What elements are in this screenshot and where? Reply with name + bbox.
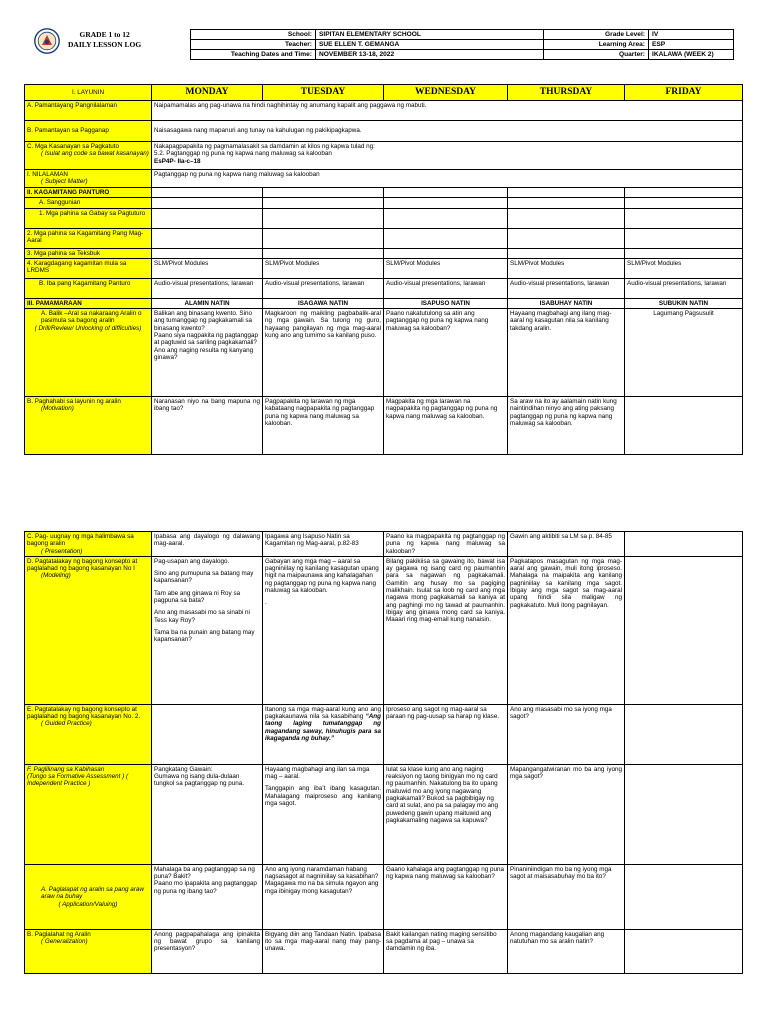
balik-aral-label: A. Balik –Aral sa nakaraang Aralin o pasimula sa bagong aralin: [41, 310, 142, 325]
modeling-tuesday-dot: .: [265, 599, 267, 607]
paghahabi-wednesday: Magpakita ng mga larawan na nagpapakita ng pagtanggap ng puna ng kapwa nang maluwag sa kalooban.: [384, 397, 508, 455]
lrdms-monday: SLM/Pivot Modules: [152, 258, 263, 278]
paglilinang-tuesday: [263, 764, 384, 864]
paglalahat-tuesday: Bigyang diin ang Tandaan Natin. Ipabasa ito sa mga mag-aaral nang may pang-unawa.: [263, 929, 384, 973]
pagtatalakay-2-wednesday: Iproseso ang sagot ng mag-aaral sa paraan ng pag-uusap sa harap ng klase.: [384, 704, 508, 764]
nilalaman-text: Pagtanggap ng puna ng kapwa nang maluwag sa kalooban: [152, 170, 743, 188]
paglalahat-thursday: Anong magandang kaugalian ang natutuhan mo sa aralin natin?: [508, 929, 625, 973]
isagawa-natin-header: ISAGAWA NATIN: [263, 298, 384, 308]
balik-aral-friday: Lagumang Pagsusulit: [625, 309, 743, 397]
iba-kagamitan-tuesday: Audio-visual presentations, larawan: [263, 278, 384, 298]
document-title: [68, 30, 141, 50]
modeling-line-1: Pag-usapan ang dayalogo.: [154, 557, 230, 565]
paghahabi-tuesday: Pagpapakita ng larawan ng mga kabataang nagpapakita ng pagtanggap puna ng kapwa nang maluwag sa kalooban.: [263, 397, 384, 455]
paghahabi-thursday: Sa araw na ito ay aalamain natin kung naintindihan ninyo ang ating paksang pagtanggap ng puna ng kapwa nang maluwag sa kalooban.: [508, 397, 625, 455]
kasanayan-label: C. Mga Kasanayan sa Pagkatuto: [27, 143, 120, 150]
title-line-2: DAILY LESSON LOG: [68, 40, 142, 49]
day-thursday: THURSDAY: [508, 85, 625, 101]
pamantayan-pagganap-label: B. Pamantayan sa Pagganap: [25, 121, 152, 142]
area-value: ESP: [649, 40, 734, 50]
modeling-line-3: Tam abe ang ginawa ni Roy sa pagpuna sa bata?: [154, 589, 241, 605]
balik-aral-sub: ( Drill/Review/ Unlocking of difficulties): [34, 324, 142, 332]
iba-kagamitan-monday: Audio-visual presentations, larawan: [152, 278, 263, 298]
paghahabi-sub: (Motivation): [41, 405, 74, 413]
area-label: Learning Area:: [544, 40, 649, 50]
paglilinang-monday: Pangkatang Gawain: Gumawa ng isang dula-dulaan tungkol sa pagtanggap ng puna.: [152, 764, 263, 864]
kagamitang-panturo-label: II. KAGAMITANG PANTURO: [25, 188, 152, 198]
day-tuesday: TUESDAY: [263, 85, 384, 101]
pagtatalakay-2-monday: [152, 704, 263, 764]
gabay-pagtuturo-label: 1. Mga pahina sa Gabay sa Pagtuturo: [25, 208, 152, 228]
paglalahat-sub: ( Generalization): [41, 938, 88, 946]
lrdms-friday: SLM/Pivot Modules: [625, 258, 743, 278]
iba-kagamitan-wednesday: Audio-visual presentations, larawan: [384, 278, 508, 298]
pagtatalakay-1-monday: [152, 556, 263, 704]
pag-uugnay-friday: [625, 532, 743, 557]
pagtatalakay-2-tuesday: [263, 704, 384, 764]
iba-pang-kagamitan-label: B. Iba pang Kagamitang Panturo: [25, 278, 152, 298]
kasabihan-intro: Itanong sa mga mag-aaral kung ano ang pagkakaunawa nila sa kasabihang: [265, 705, 381, 721]
paglilinang-label: F. Paglilinang sa Kabihasan: [27, 765, 105, 773]
paghahabi-friday: [625, 397, 743, 455]
paglalahat-label: B. Paglalahat ng Aralin: [27, 930, 91, 938]
pagtatalakay-1-wednesday: Bilang pakikiisa sa gawaing ito, bawat isa ay gagawa ng isang card ng paumanhin para sa nagawan ng pagkakamali. Gamitin ang husay mo sa pagiging malikhain. Isulat sa loob ng card ang mga nagawa mong pagkakamali sa kaniya at ang paghingi mo ng tawad at paumanhin. Ibigay ang ginawa mong card sa kaniya. Maaari ring mag-email kung nanaisin.: [384, 556, 508, 704]
kasabihan-quote: “Ang taong laging tumatanggap ng magandang saway, hinuhugis para sa ikagaganda ng buhay.”: [265, 713, 381, 743]
quarter-label: Quarter:: [544, 50, 649, 60]
pagtatalakay-1-friday: [625, 556, 743, 704]
pagtatalakay-1-thursday: Pagkatapos masagutan ng mga mag-aaral ang gawain, muli itong iproseso. Mahalaga na maipakita ang kanilang pagniniilay sa kanilang mga sagot. Ibigay ang mga sagot sa mag-aaral upang hindi sila maligaw ng pagkakatuto. Muli itong pagnilayan.: [508, 556, 625, 704]
paglilinang-thursday: Mapangangatwiranan mo ba ang iyong mga sagot?: [508, 764, 625, 864]
pag-uugnay-label-cell: [25, 532, 152, 557]
kasanayan-text-2: 5.2. Pagtanggap ng puna ng kapwa nang maluwag sa kalooban: [154, 150, 332, 158]
pag-uugnay-wednesday: Paano ka magpapakita ng pagtanggap ng puna ng kapwa nang maluwag sa kalooban?: [384, 532, 508, 557]
lrdms-label: 4. Karagdagang kagamitan mula sa LRDMS: [25, 258, 152, 278]
paglalahat-friday: [625, 929, 743, 973]
day-monday: MONDAY: [152, 85, 263, 101]
paglilinang-wednesday: Iulat sa klase kung ano ang naging reaksiyon ng taong binigyan mo ng card ng paumanhin. Nakatulong ba ito upang maituwid mo ang iyong nagawang pagkakamali? Bukod sa pagbibigay ng card at sulat, ano pa sa palagay mo ang puwedeng gawin upang maituwid ang pagkakamaling nagawa sa kapuwa?: [384, 764, 508, 864]
lesson-table-part-1: [24, 84, 743, 455]
paglalahat-wednesday: Bakit kailangan nating maging sensitibo sa pagdama at pag – unawa sa damdamin ng iba.: [384, 929, 508, 973]
balik-aral-thursday: Hayaang magbahagi ang ilang mag-aaral ng kasagutan nila sa kanilang takdang aralin.: [508, 309, 625, 397]
title-line-1: GRADE 1 to 12: [79, 30, 130, 39]
isapuso-natin-header: ISAPUSO NATIN: [384, 298, 508, 308]
layunin-header: I. LAYUNIN: [25, 85, 152, 101]
lrdms-tuesday: SLM/Pivot Modules: [263, 258, 384, 278]
school-label: School:: [191, 30, 316, 40]
paglalapat-label: A. Paglalapat ng aralin sa pang araw araw na buhay: [41, 885, 144, 901]
teacher-value: SUE ELLEN T. GEMANGA: [316, 40, 544, 50]
deped-seal-icon: [34, 28, 60, 54]
kagamitang-mag-aaral-label: 2. Mga pahina sa Kagamitang Pang Mag-Aaral: [25, 228, 152, 248]
lrdms-wednesday: SLM/Pivot Modules: [384, 258, 508, 278]
paglalapat-monday: Mahalaga ba ang pagtanggap sa ng puna? Bakit? Paano mo ipapakita ang pagtanggap ng puna ng ibang tao?: [152, 864, 263, 929]
dates-label: Teaching Dates and Time:: [191, 50, 316, 60]
quarter-value: IKALAWA (WEEK 2): [649, 50, 734, 60]
teacher-label: Teacher:: [191, 40, 316, 50]
pag-uugnay-thursday: Gawin ang aktibiti sa LM sa p. 84-85: [508, 532, 625, 557]
teksbuk-label: 3. Mga pahina sa Teksbuk: [25, 248, 152, 258]
paghahabi-label-cell: [25, 397, 152, 455]
grade-label: Grade Level:: [544, 30, 649, 40]
day-wednesday: WEDNESDAY: [384, 85, 508, 101]
paglalapat-thursday: Pinaniniindigan mo ba ng iyong mga sagot at maisasabuhay mo ba ito?: [508, 864, 625, 929]
nilalaman-label-cell: [25, 170, 152, 188]
paglalapat-wednesday: Gaano kahalaga ang pagtanggap ng puna ng kapwa nang maluwag sa kalooban?: [384, 864, 508, 929]
paglilinang-sub: (Tungo sa Formative Assessment ) ( Independent Practice ): [27, 773, 129, 788]
balik-aral-label-cell: [25, 309, 152, 397]
paglalahat-label-cell: [25, 929, 152, 973]
modeling-line-2: Sino ang pumupuna sa batang may kapansanan?: [154, 570, 254, 585]
pamantayang-pangnilalaman-label: A. Pamantayang Pangnilalaman: [25, 101, 152, 121]
iba-kagamitan-thursday: Audio-visual presentations, larawan: [508, 278, 625, 298]
school-value: SIPITAN ELEMENTARY SCHOOL: [316, 30, 544, 40]
paglalapat-friday: [625, 864, 743, 929]
pagtatalakay-1-tuesday: [263, 556, 384, 704]
subukin-natin-header: SUBUKIN NATIN: [625, 298, 743, 308]
dates-value: NOVEMBER 13-18, 2022: [316, 50, 544, 60]
pamamaraan-label: III. PAMAMARAAN: [25, 298, 152, 308]
kasanayan-text-1: Nakapagpapakita ng pagmamalasakit sa damdamin at kilos ng kapwa tulad ng:: [154, 143, 375, 150]
pamantayang-pangnilalaman-text: Naipamamalas ang pag-unawa na hindi naghihintay ng anumang kapalit ang paggawa ng mabuti.: [152, 101, 743, 121]
balik-aral-wednesday: Paano nakatutulong sa atin ang pagtanggap ng puna ng kapwa nang maluwag sa kalooban?: [384, 309, 508, 397]
pag-uugnay-monday: Ipabasa ang dayalogo ng dalawang mag-aaral.: [152, 532, 263, 557]
header-info-table: [190, 29, 734, 60]
paglalapat-tuesday-1: Ano ang iyong naramdaman habang nagsasagot at nagniniilay sa kasabihan?: [265, 865, 379, 881]
pag-uugnay-tuesday: Ipagawa ang Isapuso Natin sa Kagamitan ng Mag-aaral, p.82-83: [263, 532, 384, 557]
kasanayan-label-cell: [25, 142, 152, 170]
grade-value: IV: [649, 30, 734, 40]
iba-kagamitan-friday: Audio-visual presentations, larawan: [625, 278, 743, 298]
balik-aral-monday: Balikan ang binasang kwento. Sino ang tumanggap ng pagkakamali sa binasang kwento? Paano siya nagpakita ng pagtanggap at pagtuwid sa sariling pagkakamali? Ano ang naging resulta ng kanyang ginawa?: [152, 309, 263, 397]
nilalaman-sub: ( Subject Matter): [41, 178, 88, 186]
pagtatalakay-2-friday: [625, 704, 743, 764]
pag-uugnay-label: C. Pag- uugnay ng mga halimbawa sa bagong aralin: [27, 533, 134, 548]
paglalahat-monday: Anong pagpapahalaga ang ipinakita ng bawat grupo sa kanilang presentasyon?: [152, 929, 263, 973]
pagtatalakay-2-label-cell: [25, 704, 152, 764]
sanggunian-label: A. Sanggunian: [25, 198, 152, 208]
paglilinang-friday: [625, 764, 743, 864]
paglilinang-label-cell: [25, 764, 152, 864]
kasanayan-text-cell: [152, 142, 743, 170]
paglalapat-tuesday-2: Magagawa mo na ba simula ngayon ang mga ibinigay mong kasagutan?: [265, 880, 379, 895]
balik-aral-tuesday: Magkaroon ng maikling pagbabalik-aral ng mga gawain. Sa tulong ng guro, hayaang pangilayan ng mga mag-aaral kung ano ang tumimo sa kanilang puso.: [263, 309, 384, 397]
lesson-table-part-2: [24, 531, 743, 974]
isabuhay-natin-header: ISABUHAY NATIN: [508, 298, 625, 308]
pagtatalakay-1-label: D. Pagtatalakay ng bagong konsepto at paglalahad ng bagong kasanayan No I: [27, 557, 138, 573]
lrdms-thursday: SLM/Pivot Modules: [508, 258, 625, 278]
paghahabi-monday: Naranasan niyo na bang mapuna ng ibang tao?: [152, 397, 263, 455]
paglalapat-sub: ( Application/Valuing): [58, 900, 118, 908]
pagtatalakay-2-sub: ( Guided Practice): [41, 720, 92, 728]
modeling-tuesday-text: Gabayan ang mga mag – aaral sa pagniniilay ng kanilang kasagutan upang higit na maipaunawa ang kahalagahan ng pagtanggap ng puna ng kapwa nang maluwag sa kalooban.: [265, 557, 379, 595]
paglilinang-tuesday-1: Hayaang magbahagi ang ilan sa mga mag – aaral.: [265, 765, 370, 781]
modeling-line-4: Ano ang masasabi mo sa sinabi ni Tess kay Roy?: [154, 609, 250, 624]
nilalaman-label: I. NILALAMAN: [27, 171, 68, 178]
modeling-line-5: Tama ba na punain ang batang may kapansanan?: [154, 628, 255, 644]
alamin-natin-header: ALAMIN NATIN: [152, 298, 263, 308]
pagtatalakay-2-thursday: Ano ang masasabi mo sa iyong mga sagot?: [508, 704, 625, 764]
paglalapat-label-cell: [25, 864, 152, 929]
pagtatalakay-1-sub: (Modeling): [41, 572, 71, 580]
pagtatalakay-2-label: E. Pagtatalakay ng bagong konsepto at paglalahad ng bagong kasanayan No. 2.: [27, 705, 141, 721]
pamantayan-pagganap-text: Naisasagawa nang mapanuri ang tunay na kahulugan ng pakikipagkapwa.: [152, 121, 743, 142]
kasanayan-sub: ( Isulat ang code sa bawat kasanayan): [41, 150, 149, 158]
paghahabi-label: B. Paghahabi sa layunin ng aralin: [27, 398, 121, 406]
kasanayan-code: EsP4P- IIa-c–18: [154, 157, 201, 165]
paglalapat-tuesday: [263, 864, 384, 929]
pagtatalakay-1-label-cell: [25, 556, 152, 704]
paglilinang-tuesday-2: Tanggapin ang iba’t ibang kasagutan. Mahalagang maiproseso ang kanilang mga sagot.: [265, 785, 381, 808]
day-friday: FRIDAY: [625, 85, 743, 101]
pag-uugnay-sub: ( Presentation): [41, 547, 83, 555]
